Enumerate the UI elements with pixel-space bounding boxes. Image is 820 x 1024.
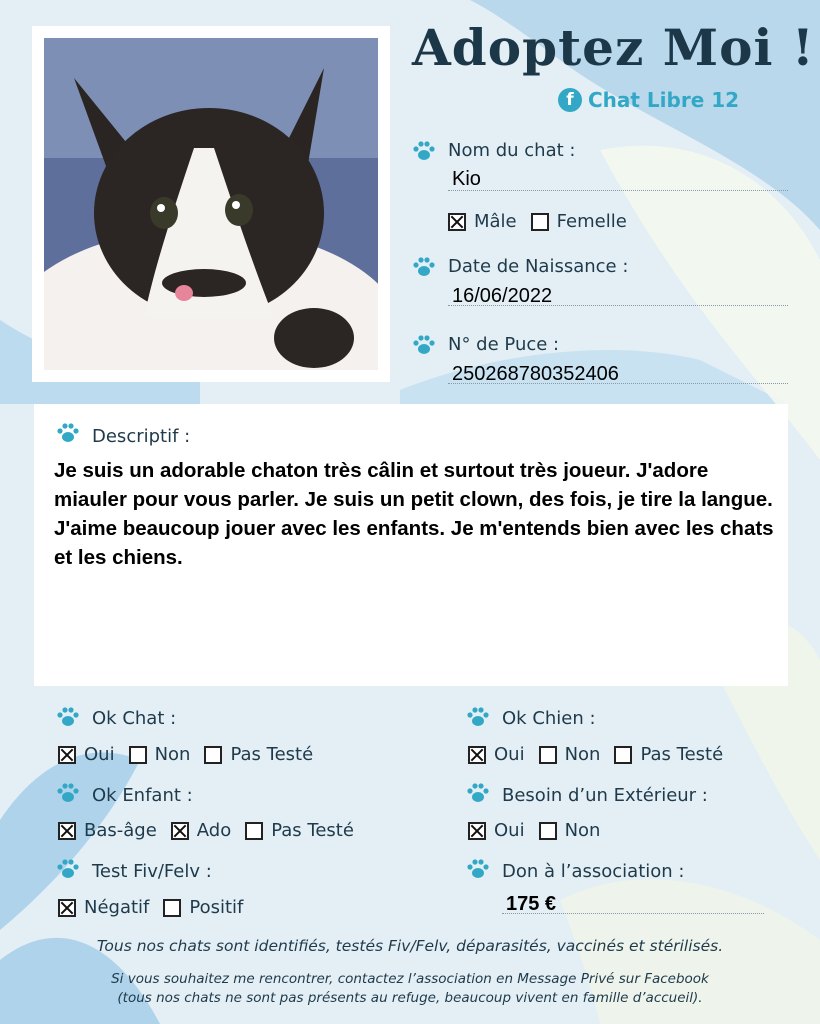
ok-enfant-bas-age-checkbox[interactable]: [58, 822, 76, 840]
option-label: Oui: [494, 744, 525, 765]
female-label: Femelle: [556, 211, 627, 232]
ok-enfant-ado-checkbox[interactable]: [171, 822, 189, 840]
ok-chat-non-checkbox[interactable]: [129, 746, 147, 764]
exterieur-non-checkbox[interactable]: [539, 822, 557, 840]
female-checkbox[interactable]: [531, 213, 549, 231]
male-label: Mâle: [474, 211, 517, 232]
option-label: Bas-âge: [84, 820, 157, 841]
ok-chat-label: Ok Chat :: [92, 708, 177, 729]
photo-frame: [32, 26, 390, 382]
male-checkbox[interactable]: [448, 213, 466, 231]
cat-photo: [44, 38, 378, 370]
option-label: Non: [564, 820, 601, 841]
exterieur-options: [468, 820, 614, 841]
don-value: 175 €: [506, 893, 557, 915]
divider: [448, 383, 788, 384]
page-title: Adoptez Moi !: [412, 18, 815, 77]
naissance-label: Date de Naissance :: [448, 256, 629, 277]
ok-chien-non-checkbox[interactable]: [539, 746, 557, 764]
paw-icon: [412, 140, 436, 162]
nom-value: Kio: [452, 168, 481, 190]
option-label: Oui: [84, 744, 115, 765]
facebook-icon: f: [558, 88, 582, 112]
footer-contact-line: Si vous souhaitez me rencontrer, contactez l’association en Message Privé sur Facebook: [111, 971, 709, 987]
facebook-link[interactable]: [558, 86, 739, 114]
ok-chien-pas-teste-checkbox[interactable]: [614, 746, 632, 764]
option-label: Non: [154, 744, 191, 765]
ok-chien-options: [468, 744, 737, 765]
option-label: Non: [564, 744, 601, 765]
footer-note: Tous nos chats sont identifiés, testés Fiv/Felv, déparasités, vaccinés et stérilisés.: [96, 937, 724, 955]
option-label: Positif: [189, 897, 244, 918]
test-fiv-options: [58, 897, 257, 918]
puce-value: 250268780352406: [452, 363, 619, 385]
paw-icon: [56, 782, 80, 804]
paw-icon: [56, 706, 80, 728]
ok-chat-oui-checkbox[interactable]: [58, 746, 76, 764]
paw-icon: [466, 858, 490, 880]
paw-icon: [412, 334, 436, 356]
sexe-options: [448, 211, 641, 232]
naissance-value: 16/06/2022: [452, 285, 553, 307]
option-label: Négatif: [84, 897, 150, 918]
ok-chien-label: Ok Chien :: [502, 708, 596, 729]
ok-chat-options: [58, 744, 327, 765]
divider: [502, 913, 764, 914]
paw-icon: [466, 782, 490, 804]
test-fiv-positif-checkbox[interactable]: [163, 899, 181, 917]
exterieur-label: Besoin d’un Extérieur :: [502, 785, 708, 806]
description-box: [34, 404, 788, 686]
test-fiv-negatif-checkbox[interactable]: [58, 899, 76, 917]
ok-enfant-pas-teste-checkbox[interactable]: [245, 822, 263, 840]
option-label: Ado: [196, 820, 232, 841]
exterieur-oui-checkbox[interactable]: [468, 822, 486, 840]
paw-icon: [466, 706, 490, 728]
footer-contact: [0, 970, 820, 1008]
option-label: Pas Testé: [230, 744, 314, 765]
paw-icon: [56, 858, 80, 880]
ok-enfant-options: [58, 820, 368, 841]
description-text: Je suis un adorable chaton très câlin et surtout très joueur. J'adore miauler pour vous parler. Je suis un petit clown, des fois, je tire la langue. J'aime beaucoup jouer avec les enfants. Je m'entends bien avec les chats et les chiens.: [54, 459, 774, 569]
option-label: Pas Testé: [271, 820, 354, 841]
footer-contact-line: (tous nos chats ne sont pas présents au refuge, beaucoup vivent en famille d’accueil).: [117, 990, 703, 1006]
description-label: Descriptif :: [92, 426, 191, 447]
divider: [448, 190, 788, 191]
ok-chat-pas-teste-checkbox[interactable]: [204, 746, 222, 764]
facebook-label: Chat Libre 12: [588, 88, 740, 112]
option-label: Pas Testé: [640, 744, 724, 765]
puce-label: N° de Puce :: [448, 334, 560, 355]
ok-chien-oui-checkbox[interactable]: [468, 746, 486, 764]
ok-enfant-label: Ok Enfant :: [92, 785, 193, 806]
test-fiv-label: Test Fiv/Felv :: [92, 861, 212, 882]
nom-label: Nom du chat :: [448, 140, 576, 161]
divider: [448, 305, 788, 306]
paw-icon: [412, 256, 436, 278]
option-label: Oui: [494, 820, 525, 841]
paw-icon: [56, 422, 80, 444]
don-label: Don à l’association :: [502, 861, 685, 882]
